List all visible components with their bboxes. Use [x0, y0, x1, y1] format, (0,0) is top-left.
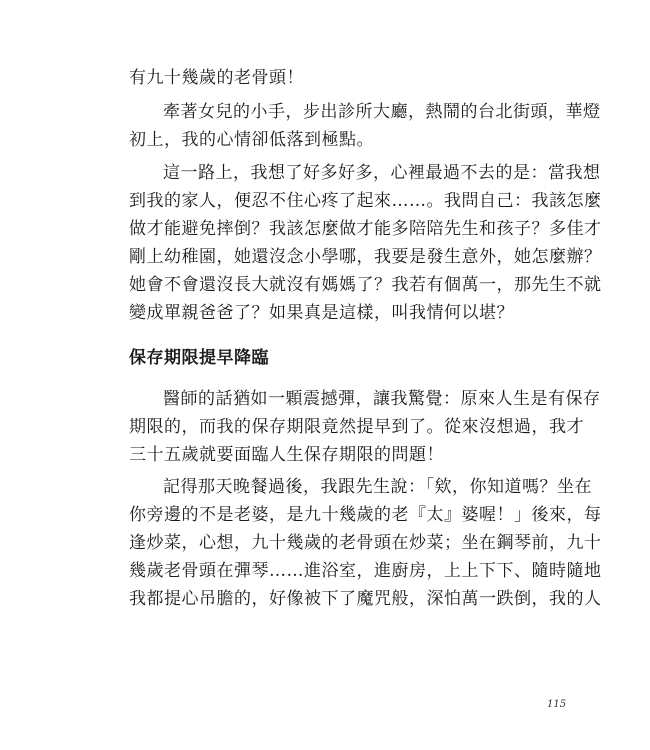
text-line: 她會不會還沒長大就沒有媽媽了？我若有個萬一，那先生不就	[129, 275, 602, 295]
text-line: 牽著女兒的小手，步出診所大廳，熱鬧的台北街頭，華燈	[163, 102, 601, 122]
text-line: 幾歲老骨頭在彈琴……進浴室，進廚房，上上下下、隨時隨地	[129, 561, 602, 581]
text-line: 做才能避免摔倒？我該怎麼做才能多陪陪先生和孩子？多佳才	[129, 219, 602, 239]
text-line: 有九十幾歲的老骨頭！	[129, 68, 304, 88]
text-line: 期限的，而我的保存期限竟然提早到了。從來沒想過，我才	[129, 417, 584, 437]
text-line: 逢炒菜，心想，九十幾歲的老骨頭在炒菜；坐在鋼琴前，九十	[129, 533, 602, 553]
text-line: 變成單親爸爸了？如果真是這樣，叫我情何以堪？	[129, 303, 514, 323]
section-heading: 保存期限提早降臨	[129, 348, 269, 368]
text-line: 這一路上，我想了好多好多，心裡最過不去的是：當我想	[163, 163, 601, 183]
text-line: 記得那天晚餐過後，我跟先生說：「欸，你知道嗎？坐在	[163, 477, 592, 497]
text-line: 我都提心吊膽的，好像被下了魔咒般，深怕萬一跌倒，我的人	[129, 589, 602, 609]
text-line: 醫師的話猶如一顆震撼彈，讓我驚覺：原來人生是有保存	[163, 389, 601, 409]
text-line: 三十五歲就要面臨人生保存期限的問題！	[129, 445, 444, 465]
text-line: 你旁邊的不是老婆，是九十幾歲的老『太』婆喔！」後來，每	[129, 505, 602, 525]
text-line: 初上，我的心情卻低落到極點。	[129, 130, 374, 150]
text-line: 剛上幼稚園，她還沒念小學哪，我要是發生意外，她怎麼辦？	[129, 247, 602, 267]
text-line: 到我的家人，便忍不住心疼了起來……。我問自己：我該怎麼	[129, 191, 602, 211]
page-number: 115	[547, 699, 567, 710]
